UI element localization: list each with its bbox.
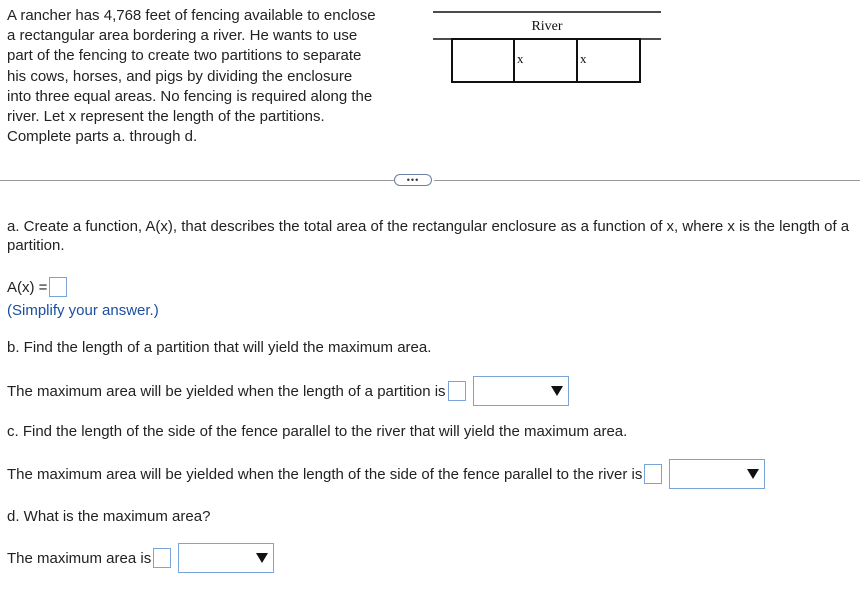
part-b-answer-row [7, 376, 569, 406]
part-b-unit-select[interactable] [473, 376, 569, 406]
part-d-answer-row [7, 543, 274, 573]
problem-line: into three equal areas. No fencing is required along the [7, 87, 373, 105]
section-divider-left [0, 180, 394, 181]
dropdown-caret-icon [551, 386, 563, 396]
part-d-unit-select[interactable] [178, 543, 274, 573]
problem-line: river. Let x represent the length of the partitions. [7, 108, 325, 126]
part-a-answer-prefix: A(x) = [7, 278, 48, 296]
part-c-question: c. Find the length of the side of the fence parallel to the river that will yield the maximum area. [7, 423, 628, 440]
part-a-question: a. Create a function, A(x), that describes the total area of the rectangular enclosure as a function of x, where x is the length of a partition. [7, 218, 850, 254]
part-c-unit-select[interactable] [669, 459, 765, 489]
problem-line: part of the fencing to create two partitions to separate [7, 47, 362, 65]
partition-label-right: x [580, 51, 587, 66]
part-c-answer-prefix: The maximum area will be yielded when the length of the side of the fence parallel to the river is [7, 465, 643, 483]
part-a-answer-row [7, 277, 67, 297]
part-d-answer-input[interactable] [153, 548, 171, 568]
simplify-hint: (Simplify your answer.) [7, 302, 159, 319]
part-c-answer-row [7, 459, 765, 489]
problem-line: A rancher has 4,768 feet of fencing available to enclose [7, 7, 376, 24]
section-divider-right [434, 180, 860, 181]
dropdown-caret-icon [747, 469, 759, 479]
part-d-answer-prefix: The maximum area is [7, 549, 152, 567]
partition-label-left: x [517, 51, 524, 66]
expand-more-button[interactable]: ••• [394, 174, 432, 186]
part-a-answer-input[interactable] [49, 277, 67, 297]
enclosure-rect [452, 39, 640, 82]
problem-statement [7, 6, 417, 147]
problem-line: a rectangular area bordering a river. He wants to use [7, 27, 358, 45]
river-label: River [531, 19, 563, 34]
part-b-answer-prefix: The maximum area will be yielded when the length of a partition is [7, 382, 446, 400]
dropdown-caret-icon [256, 553, 268, 563]
part-c-answer-input[interactable] [644, 464, 662, 484]
part-d-question: d. What is the maximum area? [7, 508, 211, 525]
enclosure-diagram [433, 10, 663, 86]
part-b-question: b. Find the length of a partition that will yield the maximum area. [7, 339, 432, 356]
problem-line: Complete parts a. through d. [7, 128, 198, 146]
problem-line: his cows, horses, and pigs by dividing the enclosure [7, 67, 353, 85]
part-b-answer-input[interactable] [448, 381, 466, 401]
